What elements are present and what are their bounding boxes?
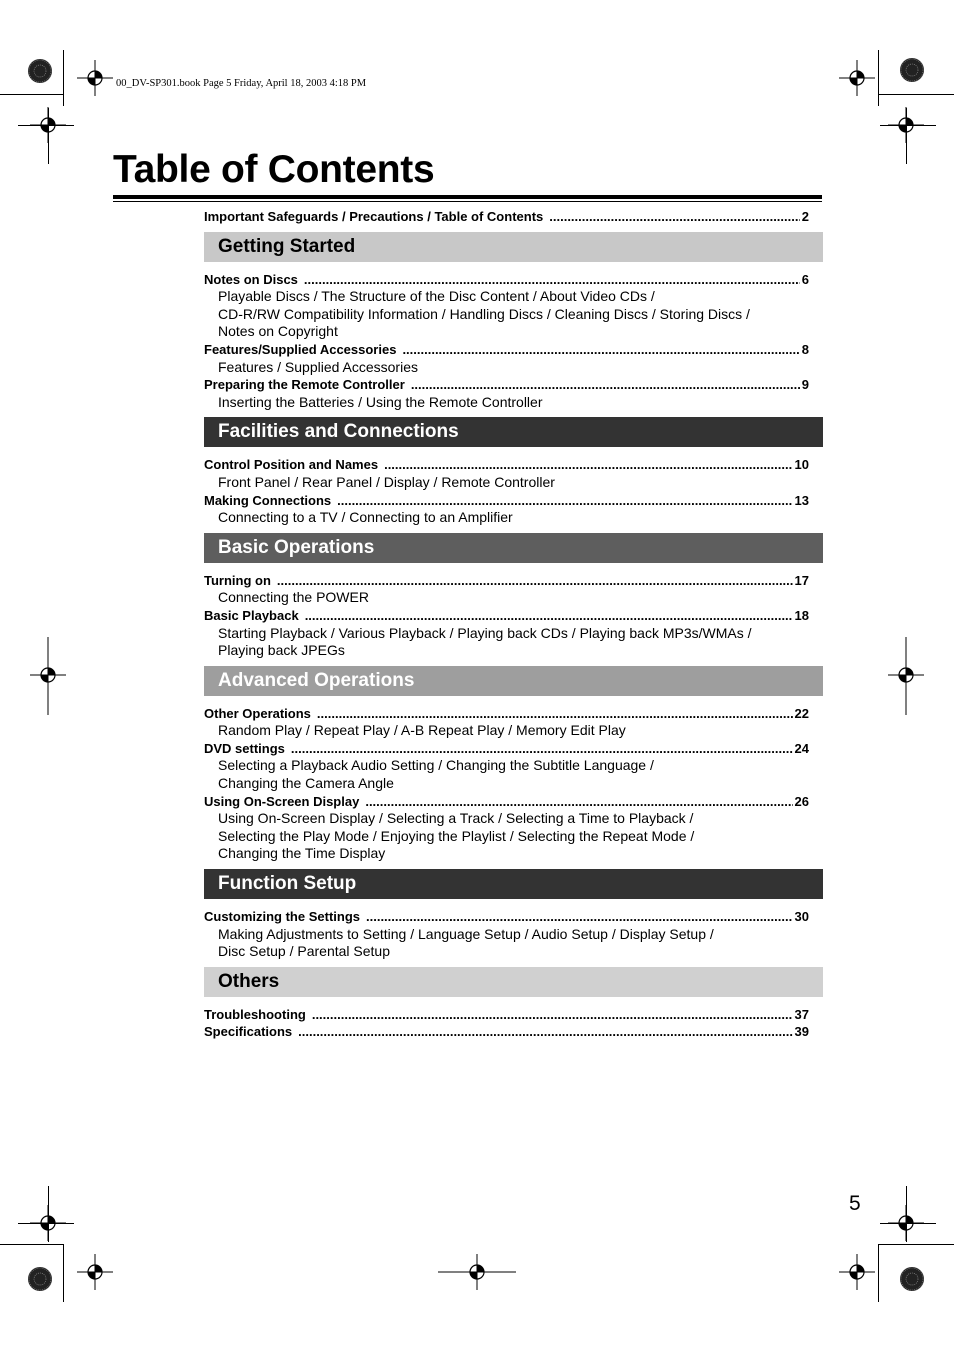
toc-subtopics: Features / Supplied Accessories: [218, 358, 418, 375]
toc-entry-label: Making Connections: [204, 492, 332, 508]
toc-subtopics: Selecting the Play Mode / Enjoying the Playlist / Selecting the Repeat Mode /: [218, 827, 695, 844]
toc-subtopics: Front Panel / Rear Panel / Display / Remote Controller: [218, 473, 555, 490]
toc-entry-page: 17: [794, 572, 809, 588]
toc-subtopics: Connecting to a TV / Connecting to an Amplifier: [218, 509, 513, 526]
toc-entry-page: 26: [794, 793, 809, 809]
toc-entry-page: 10: [794, 457, 809, 473]
toc-entry[interactable]: [204, 572, 809, 590]
toc-entry[interactable]: [204, 740, 809, 758]
toc-subtopics: Using On-Screen Display / Selecting a Track / Selecting a Time to Playback /: [218, 810, 694, 827]
section-heading: Facilities and Connections: [204, 417, 823, 447]
dot-leader: [312, 1006, 793, 1024]
toc-entry-page: 9: [801, 377, 809, 393]
toc-subtopics: Playable Discs / The Structure of the Disc Content / About Video CDs /: [218, 288, 655, 305]
toc-entry[interactable]: [204, 793, 809, 811]
toc-entry-label: Important Safeguards / Precautions / Table of Contents: [204, 209, 544, 224]
toc-subtopics: Changing the Camera Angle: [218, 775, 394, 792]
toc-entry-page: 37: [794, 1006, 809, 1022]
dot-leader: [305, 607, 793, 625]
toc-entry-page: 6: [801, 271, 809, 287]
toc-subtopics: Starting Playback / Various Playback / Playing back CDs / Playing back MP3s/WMAs /: [218, 624, 752, 641]
dot-leader: [298, 1023, 792, 1041]
toc-entry[interactable]: [204, 607, 809, 625]
toc-entry[interactable]: [204, 456, 809, 474]
toc-entry-label: Specifications: [204, 1024, 293, 1040]
toc-entry-label: Notes on Discs: [204, 271, 298, 287]
toc-entry-label: Basic Playback: [204, 607, 299, 623]
toc-entry-page: 30: [794, 909, 809, 925]
dot-leader: [277, 572, 793, 590]
toc-entry-label: Using On-Screen Display: [204, 793, 360, 809]
toc-section: [204, 967, 809, 1041]
toc-entry-page: 2: [801, 209, 809, 224]
toc-entry-page: 8: [801, 341, 809, 357]
toc-section: [204, 869, 809, 961]
toc-subtopics: Connecting the POWER: [218, 589, 369, 606]
toc-entry-label: Customizing the Settings: [204, 909, 360, 925]
toc-entry-page: 24: [794, 740, 809, 756]
toc-section: [204, 533, 809, 660]
toc-section: [204, 417, 809, 526]
dot-leader: [402, 341, 799, 359]
dot-leader: [304, 271, 800, 289]
toc-entry[interactable]: [204, 908, 809, 926]
dot-leader: [365, 793, 792, 811]
toc-subtopics: Playing back JPEGs: [218, 642, 345, 659]
toc-entry[interactable]: [204, 1023, 809, 1041]
toc-entry-page: 18: [794, 607, 809, 623]
title-rule-thin: [113, 201, 822, 202]
toc-entry-page: 22: [794, 705, 809, 721]
toc-entry[interactable]: [204, 341, 809, 359]
toc-entry-label: DVD settings: [204, 740, 285, 756]
toc-subtopics: Disc Setup / Parental Setup: [218, 943, 390, 960]
section-heading: Function Setup: [204, 869, 823, 899]
toc-entry-label: Troubleshooting: [204, 1006, 306, 1022]
toc-subtopics: Notes on Copyright: [218, 323, 338, 340]
file-info-header: 00_DV-SP301.book Page 5 Friday, April 18, 2003 4:18 PM: [116, 78, 367, 89]
dot-leader: [366, 908, 793, 926]
section-heading: Basic Operations: [204, 533, 823, 563]
toc-entry[interactable]: [204, 705, 809, 723]
toc-entry[interactable]: [204, 376, 809, 394]
section-heading: Getting Started: [204, 232, 823, 262]
toc-entry-label: Control Position and Names: [204, 457, 379, 473]
toc-entry-page: 13: [794, 492, 809, 508]
section-heading: Others: [204, 967, 823, 997]
toc-section: [204, 666, 809, 863]
toc-sections: [204, 232, 809, 1041]
toc-entry-page: 39: [794, 1024, 809, 1040]
toc-entry-label: Turning on: [204, 572, 271, 588]
dot-leader: [291, 740, 793, 758]
dot-leader: [317, 705, 793, 723]
toc-section: [204, 232, 809, 412]
toc-subtopics: Selecting a Playback Audio Setting / Changing the Subtitle Language /: [218, 757, 654, 774]
title-rule-thick: [113, 195, 822, 199]
toc-entry[interactable]: [204, 271, 809, 289]
toc-subtopics: Random Play / Repeat Play / A-B Repeat Play / Memory Edit Play: [218, 722, 626, 739]
dot-leader: [411, 376, 800, 394]
toc-subtopics: Making Adjustments to Setting / Language Setup / Audio Setup / Display Setup /: [218, 925, 714, 942]
toc-subtopics: Changing the Time Display: [218, 845, 386, 862]
dot-leader: [337, 492, 792, 510]
toc-entry-label: Features/Supplied Accessories: [204, 341, 397, 357]
toc-subtopics: Inserting the Batteries / Using the Remote Controller: [218, 393, 543, 410]
page-number: 5: [849, 1192, 861, 1215]
toc-entry-intro[interactable]: [204, 208, 809, 226]
dot-leader: [384, 456, 792, 474]
toc-entry-label: Other Operations: [204, 705, 311, 721]
toc-subtopics: CD-R/RW Compatibility Information / Handling Discs / Cleaning Discs / Storing Discs /: [218, 305, 750, 322]
section-heading: Advanced Operations: [204, 666, 823, 696]
toc-entry[interactable]: [204, 492, 809, 510]
table-of-contents: [204, 208, 809, 1041]
toc-entry[interactable]: [204, 1006, 809, 1024]
page-title: Table of Contents: [113, 148, 435, 191]
toc-entry-label: Preparing the Remote Controller: [204, 377, 405, 393]
dot-leader: [549, 208, 800, 226]
